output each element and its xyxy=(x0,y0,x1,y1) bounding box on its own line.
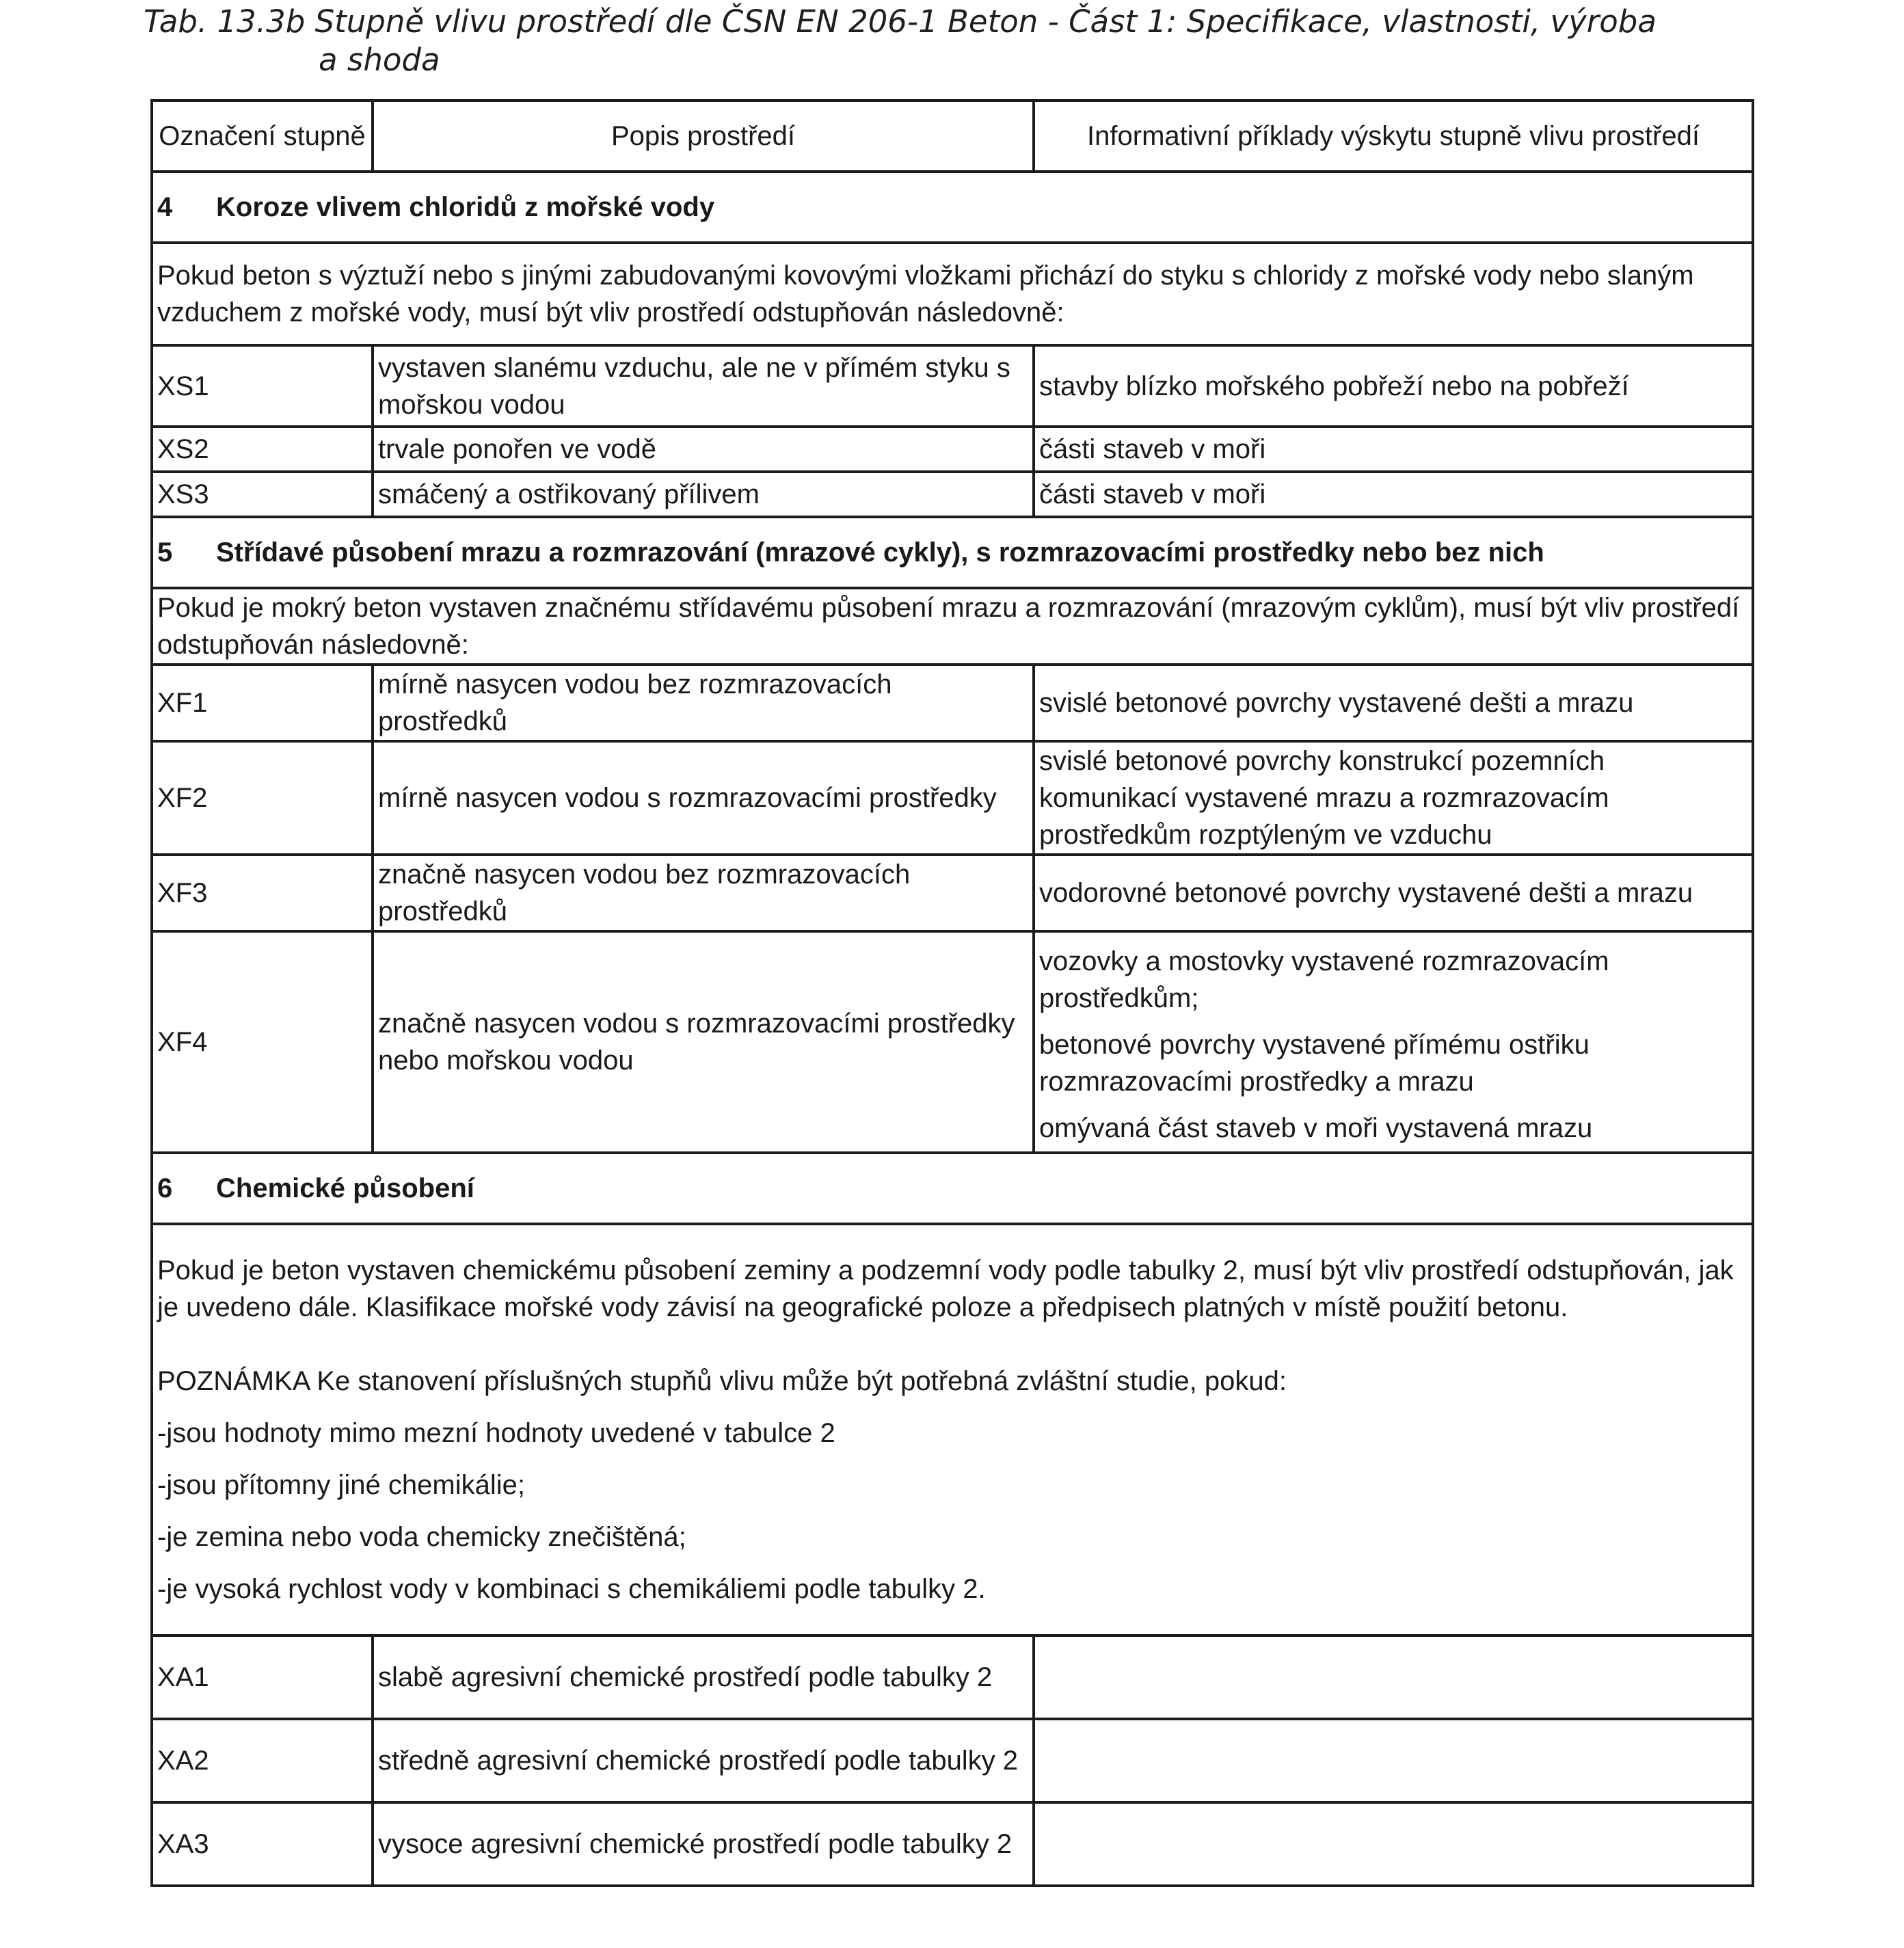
note-text: POZNÁMKA Ke stanovení příslušných stupňů vlivu může být potřebná zvláštní studie, pokud: xyxy=(157,1366,1287,1396)
class-example xyxy=(1034,1802,1753,1886)
header-row xyxy=(152,101,1753,172)
table-row xyxy=(152,345,1753,427)
section-heading xyxy=(152,517,1753,588)
note-bullet: -jsou přítomny jiné chemikálie; xyxy=(157,1470,525,1500)
caption-line-2: a shoda xyxy=(319,42,440,78)
section-intro: Pokud je beton vystaven chemickému působení zeminy a podzemní vody podle tabulky 2, musí být vliv prostředí odstupňován, jak je uvedeno dále. Klasifikace mořské vody závisí na geografické poloze a předpisech platných v místě použití betonu. xyxy=(157,1255,1734,1322)
section-intro-cell xyxy=(152,1224,1753,1636)
section-intro-row xyxy=(152,1224,1753,1636)
table-row xyxy=(152,665,1753,741)
table-row xyxy=(152,472,1753,517)
class-code: XF4 xyxy=(152,931,373,1153)
section-title: Střídavé působení mrazu a rozmrazování (mrazové cykly), s rozmrazovacími prostředky nebo bez nich xyxy=(216,537,1544,568)
table-row xyxy=(152,1636,1753,1719)
class-code: XA1 xyxy=(152,1636,373,1719)
header-description: Popis prostředí xyxy=(373,101,1034,172)
section-heading-row xyxy=(152,517,1753,588)
class-example: vozovky a mostovky vystavené rozmrazovacím prostředkům; xyxy=(1039,946,1609,1013)
table-caption xyxy=(144,3,1750,79)
class-example xyxy=(1034,1636,1753,1719)
class-example: svislé betonové povrchy konstrukcí pozemních komunikací vystavené mrazu a rozmrazovacím prostředkům rozptýleným ve vzduchu xyxy=(1034,741,1753,855)
class-example: části staveb v moři xyxy=(1034,472,1753,517)
section-heading-row xyxy=(152,1153,1753,1224)
table-row xyxy=(152,931,1753,1153)
section-title: Koroze vlivem chloridů z mořské vody xyxy=(216,192,715,222)
class-description: trvale ponořen ve vodě xyxy=(373,427,1034,472)
section-number: 6 xyxy=(157,1173,173,1203)
class-code: XF2 xyxy=(152,741,373,855)
class-description: smáčený a ostřikovaný přílivem xyxy=(373,472,1034,517)
class-code: XF3 xyxy=(152,855,373,931)
exposure-classes-table xyxy=(150,99,1754,1887)
header-designation: Označení stupně xyxy=(152,101,373,172)
note-bullet: -je zemina nebo voda chemicky znečištěná; xyxy=(157,1522,686,1552)
class-description: slabě agresivní chemické prostředí podle tabulky 2 xyxy=(373,1636,1034,1719)
section-heading xyxy=(152,1153,1753,1224)
header-examples: Informativní příklady výskytu stupně vlivu prostředí xyxy=(1034,101,1753,172)
section-title: Chemické působení xyxy=(216,1173,474,1203)
class-code: XF1 xyxy=(152,665,373,741)
class-description: vysoce agresivní chemické prostředí podle tabulky 2 xyxy=(373,1802,1034,1886)
class-example: vodorovné betonové povrchy vystavené dešti a mrazu xyxy=(1034,855,1753,931)
class-code: XS1 xyxy=(152,345,373,427)
section-intro: Pokud je mokrý beton vystaven značnému střídavému působení mrazu a rozmrazování (mrazovým cyklům), musí být vliv prostředí odstupňován následovně: xyxy=(152,588,1753,665)
class-description: vystaven slanému vzduchu, ale ne v přímém styku s mořskou vodou xyxy=(373,345,1034,427)
class-examples xyxy=(1034,931,1753,1153)
note-bullet: -jsou hodnoty mimo mezní hodnoty uvedené v tabulce 2 xyxy=(157,1418,835,1448)
class-description: značně nasycen vodou bez rozmrazovacích prostředků xyxy=(373,855,1034,931)
table-row xyxy=(152,1719,1753,1802)
class-example xyxy=(1034,1719,1753,1802)
section-intro: Pokud beton s výztuží nebo s jinými zabudovanými kovovými vložkami přichází do styku s chloridy z mořské vody nebo slaným vzduchem z mořské vody, musí být vliv prostředí odstupňován následovně: xyxy=(152,243,1753,345)
table-row xyxy=(152,1802,1753,1886)
caption-line-1: Tab. 13.3b Stupně vlivu prostředí dle ČSN EN 206-1 Beton - Část 1: Specifikace, vlastnosti, výroba xyxy=(144,3,1657,40)
class-code: XA3 xyxy=(152,1802,373,1886)
section-number: 5 xyxy=(157,537,173,568)
class-example: betonové povrchy vystavené přímému ostřiku rozmrazovacími prostředky a mrazu xyxy=(1039,1030,1590,1097)
class-description: mírně nasycen vodou bez rozmrazovacích prostředků xyxy=(373,665,1034,741)
class-example: části staveb v moři xyxy=(1034,427,1753,472)
table-row xyxy=(152,855,1753,931)
table-row xyxy=(152,741,1753,855)
class-example: omývaná část staveb v moři vystavená mrazu xyxy=(1039,1113,1593,1143)
section-heading xyxy=(152,172,1753,243)
class-example: stavby blízko mořského pobřeží nebo na pobřeží xyxy=(1034,345,1753,427)
class-code: XS3 xyxy=(152,472,373,517)
class-example: svislé betonové povrchy vystavené dešti a mrazu xyxy=(1034,665,1753,741)
section-number: 4 xyxy=(157,192,173,222)
section-intro-row xyxy=(152,243,1753,345)
class-code: XS2 xyxy=(152,427,373,472)
class-code: XA2 xyxy=(152,1719,373,1802)
table-row xyxy=(152,427,1753,472)
class-description: středně agresivní chemické prostředí podle tabulky 2 xyxy=(373,1719,1034,1802)
class-description: značně nasycen vodou s rozmrazovacími prostředky nebo mořskou vodou xyxy=(373,931,1034,1153)
section-intro-row xyxy=(152,588,1753,665)
class-description: mírně nasycen vodou s rozmrazovacími prostředky xyxy=(373,741,1034,855)
section-heading-row xyxy=(152,172,1753,243)
note-bullet: -je vysoká rychlost vody v kombinaci s chemikáliemi podle tabulky 2. xyxy=(157,1574,986,1604)
